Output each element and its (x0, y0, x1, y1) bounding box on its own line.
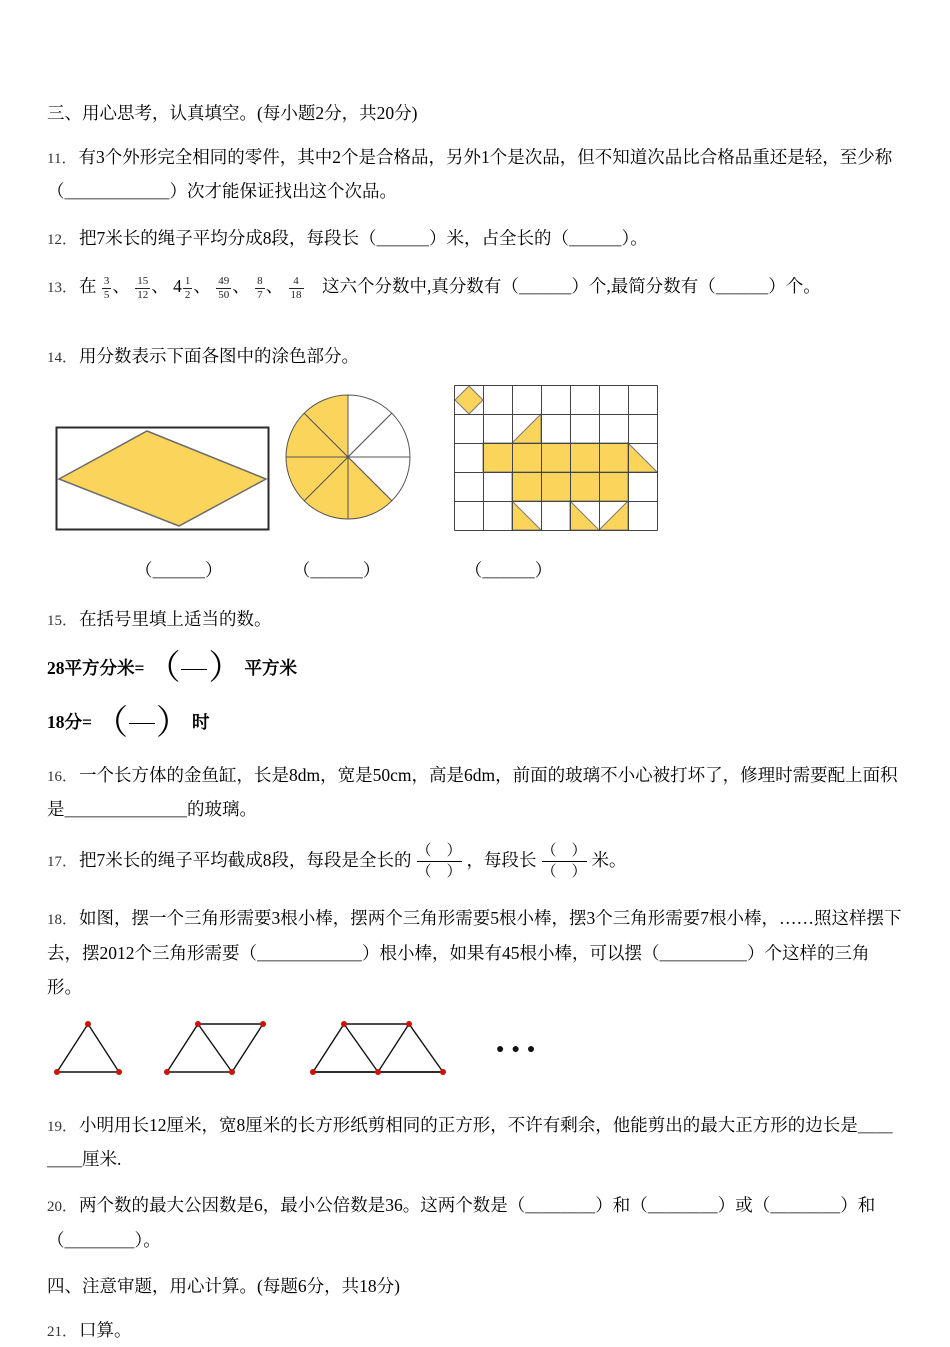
question-21 (47, 1313, 902, 1347)
rectangle-diamond-figure (55, 426, 270, 531)
mixed-number-whole: 4 (173, 275, 182, 296)
question-number: 14． (47, 350, 78, 366)
fraction-49-50: $\frac{49}{50}$ (218, 274, 230, 301)
question-19 (47, 1108, 902, 1176)
fraction-1-2: $\frac{1}{2}$ (184, 274, 191, 301)
blank-fraction: （ ） （ ） (542, 841, 587, 883)
question-number: 17． (47, 853, 78, 870)
circle-sectors-figure (282, 391, 414, 523)
question-11 (47, 140, 902, 208)
question-14 (47, 339, 902, 373)
fraction-line (181, 669, 207, 670)
conversion-text: 28平方分米= (47, 657, 145, 678)
question-number: 12． (47, 231, 78, 248)
section-4-title: 四、注意审题，用心计算。(每题6分，共18分) (47, 1275, 400, 1296)
question-text: 如图，摆一个三角形需要3根小棒，摆两个三角形需要5根小棒，摆3个三角形需要7根小棒，……照这样摆下去，摆2012个三角形需要（＿＿＿＿＿＿）根小棒，如果有45根小棒，可以摆（＿＿＿＿＿）个这样的三角形。 (47, 908, 902, 997)
question-text: 这六个分数中,真分数有（＿＿＿）个,最简分数有（＿＿＿）个。 (304, 275, 821, 296)
ellipsis-dots: ●●● (496, 1041, 543, 1057)
answer-blank: （＿＿＿） (464, 560, 553, 581)
conversion-unit: 时 (191, 712, 210, 732)
question-text: 把7米长的绳子平均分成8段，每段长（＿＿＿）米，占全长的（＿＿＿）。 (79, 227, 648, 248)
fraction-line (129, 723, 155, 724)
two-triangles-figure (161, 1018, 273, 1078)
blank-fraction: （ ） （ ） (417, 841, 462, 883)
separator: 、 (232, 275, 250, 296)
separator: 、 (193, 275, 211, 296)
question-12 (47, 221, 902, 255)
fraction-15-12: $\frac{15}{12}$ (137, 274, 149, 301)
fraction-4-18: $\frac{4}{18}$ (290, 274, 302, 301)
question-number: 13． (47, 279, 78, 296)
separator: 、 (265, 275, 284, 296)
question-text: 口算。 (79, 1319, 132, 1340)
question-18 (47, 901, 902, 1004)
q15-line-1 (47, 649, 902, 688)
question-20 (47, 1188, 902, 1256)
question-17 (47, 838, 902, 884)
question-number: 19． (47, 1118, 78, 1135)
question-number: 20． (47, 1199, 78, 1216)
question-text: ，每段长 (466, 849, 537, 870)
question-text: 在括号里填上适当的数。 (79, 609, 272, 630)
question-text: 在 (79, 275, 97, 296)
question-15 (47, 602, 902, 636)
fraction-blank: （ ） (93, 704, 190, 742)
question-text: 用分数表示下面各图中的涂色部分。 (79, 346, 360, 366)
fraction-blank: （ ） (146, 650, 243, 688)
question-text: 米。 (591, 849, 627, 870)
q14-answer-blanks (47, 557, 902, 582)
question-number: 11． (47, 151, 77, 168)
answer-blank: （＿＿＿） (292, 560, 381, 581)
section-3-header (47, 96, 902, 130)
question-13 (47, 269, 902, 303)
answer-blank: （＿＿＿） (135, 560, 223, 581)
separator: 、 (112, 275, 130, 296)
question-text: 一个长方体的金鱼缸，长是8dm，宽是50cm，高是6dm，前面的玻璃不小心被打坏了，修理时需要配上面积是＿＿＿＿＿＿＿的玻璃。 (47, 764, 898, 819)
separator: 、 (151, 275, 169, 296)
conversion-unit: 平方米 (244, 657, 297, 678)
question-16 (47, 758, 902, 826)
three-triangles-figure (307, 1018, 452, 1078)
question-number: 18． (47, 912, 78, 929)
question-text: 有3个外形完全相同的零件，其中2个是合格品，另外1个是次品，但不知道次品比合格品重还是轻，至少称（＿＿＿＿＿＿）次才能保证找出这个次品。 (47, 147, 893, 202)
grid-shape-figure (454, 385, 658, 531)
fraction-3-5: $\frac{3}{5}$ (103, 274, 110, 301)
one-triangle-figure (49, 1018, 127, 1078)
question-number: 21． (47, 1323, 78, 1340)
q14-figures (55, 385, 902, 531)
q18-figures (49, 1018, 902, 1078)
conversion-text: 18分= (47, 712, 92, 732)
question-text: 两个数的最大公因数是6，最小公倍数是36。这两个数是（＿＿＿＿）和（＿＿＿＿）或（＿＿＿＿）和（＿＿＿＿）。 (47, 1195, 876, 1250)
section-3-title: 三、用心思考，认真填空。(每小题2分，共20分) (47, 103, 418, 123)
q15-line-2 (47, 703, 902, 742)
question-number: 16． (47, 768, 78, 785)
fraction-8-7: $\frac{8}{7}$ (257, 274, 263, 301)
section-4-header (47, 1269, 902, 1303)
question-number: 15． (47, 613, 78, 630)
question-text: 小明用长12厘米，宽8厘米的长方形纸剪相同的正方形，不许有剩余，他能剪出的最大正方形的边长是＿＿＿＿厘米. (47, 1114, 893, 1170)
question-text: 把7米长的绳子平均截成8段，每段是全长的 (79, 849, 412, 870)
